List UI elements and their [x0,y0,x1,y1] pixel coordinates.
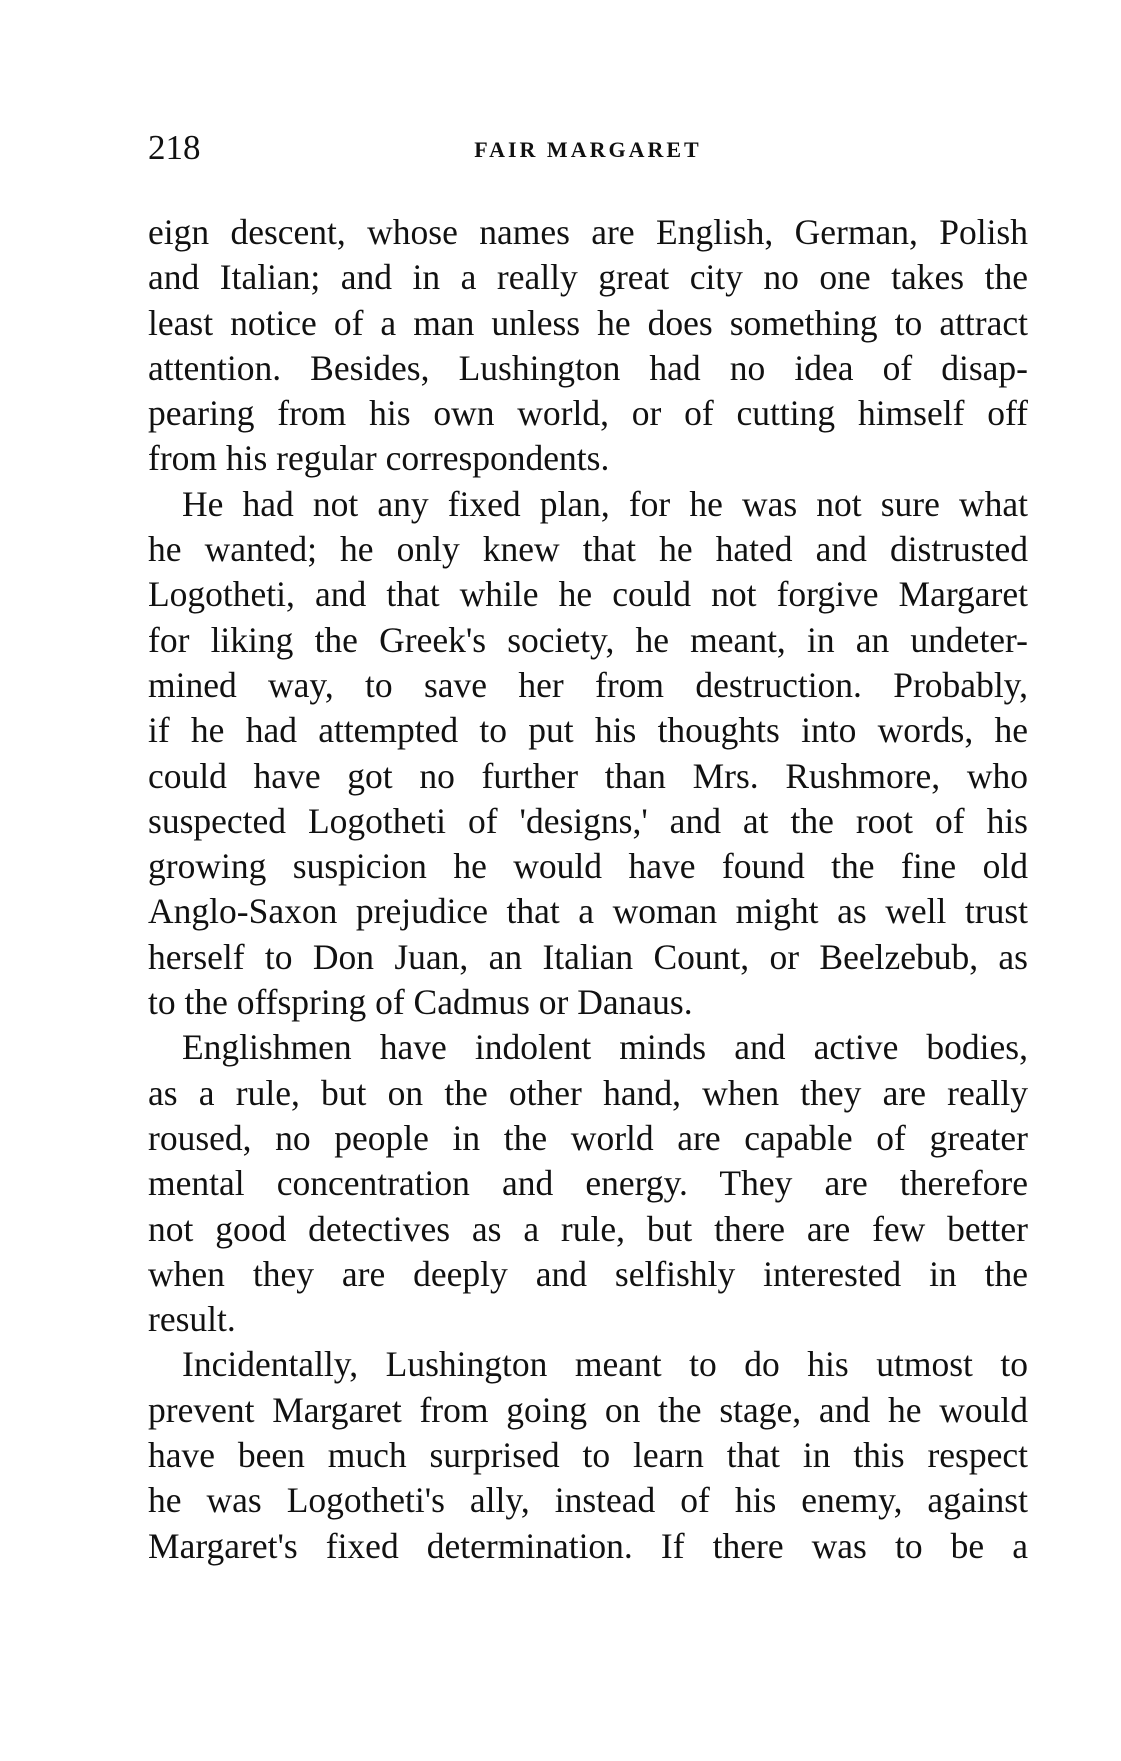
text-line: Margaret's fixed determination. If there was to be a [148,1525,1028,1566]
text-line: to the offspring of Cadmus or Danaus. [148,982,693,1023]
text-line: mined way, to save her from destruction. Probably, [148,664,1028,705]
text-line: and Italian; and in a really great city no one takes the [148,257,1028,298]
paragraph [148,210,1028,482]
paragraph [148,1342,1028,1568]
text-line: for liking the Greek's society, he meant, in an undeter- [148,619,1028,660]
text-line: roused, no people in the world are capable of greater [148,1117,1028,1158]
text-line: could have got no further than Mrs. Rushmore, who [148,755,1028,796]
text-line: growing suspicion he would have found the fine old [148,846,1028,887]
text-line: Logotheti, and that while he could not forgive Margaret [148,574,1028,615]
paragraph [148,482,1028,1026]
text-line: Incidentally, Lushington meant to do his utmost to [182,1344,1028,1385]
text-line: from his regular correspondents. [148,438,610,479]
body-text [148,210,1028,1569]
text-line: when they are deeply and selfishly interested in the [148,1253,1028,1294]
page-header [148,128,1028,178]
text-line: eign descent, whose names are English, German, Polish [148,212,1028,252]
text-line: He had not any fixed plan, for he was not sure what [182,483,1028,524]
text-line: mental concentration and energy. They are therefore [148,1163,1028,1204]
paragraph [148,1025,1028,1342]
text-line: not good detectives as a rule, but there are few better [148,1208,1028,1249]
text-line: as a rule, but on the other hand, when they are really [148,1072,1028,1113]
text-line: least notice of a man unless he does something to attract [148,302,1028,343]
text-line: suspected Logotheti of 'designs,' and at the root of his [148,800,1028,841]
text-line: herself to Don Juan, an Italian Count, or Beelzebub, as [148,936,1028,977]
text-line: Englishmen have indolent minds and active bodies, [182,1027,1028,1068]
text-line: he was Logotheti's ally, instead of his enemy, against [148,1480,1028,1521]
page-number: 218 [148,128,201,167]
text-line: pearing from his own world, or of cutting himself off [148,393,1028,434]
text-line: if he had attempted to put his thoughts into words, he [148,710,1028,751]
text-line: Anglo-Saxon prejudice that a woman might as well trust [148,891,1028,932]
text-line: he wanted; he only knew that he hated and distrusted [148,529,1028,570]
text-line: prevent Margaret from going on the stage, and he would [148,1389,1028,1430]
running-title: FAIR MARGARET [474,137,702,162]
text-line: attention. Besides, Lushington had no idea of disap- [148,347,1028,388]
text-line: have been much surprised to learn that in this respect [148,1435,1028,1476]
text-line: result. [148,1299,236,1340]
